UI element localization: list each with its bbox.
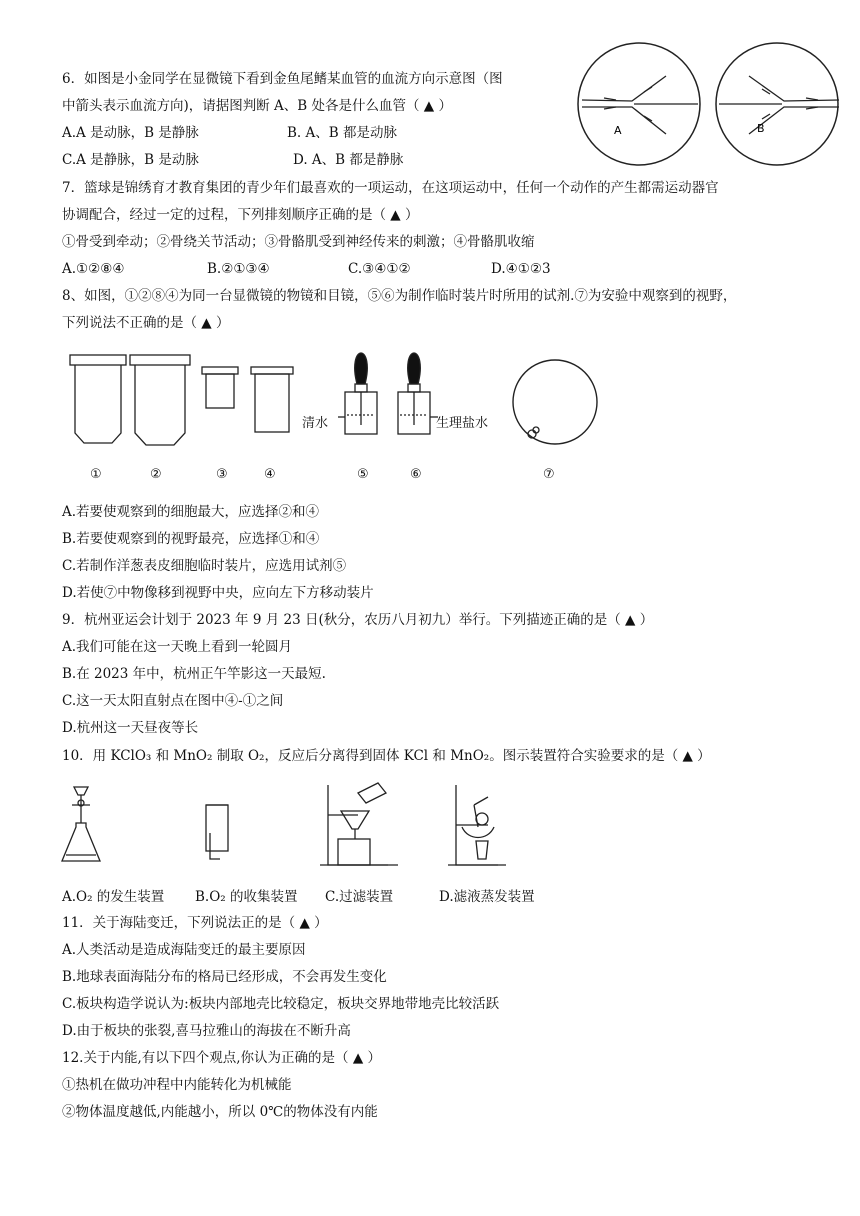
q7-option-a: A.①②⑧④ (62, 261, 125, 277)
fig-num-6: ⑥ (410, 467, 422, 482)
q6-option-b: B. A、B 都是动脉 (287, 125, 397, 141)
q8-option-c: C.若制作洋葱表皮细胞临时装片，应选用试剂⑤ (62, 558, 347, 574)
q12-statement-1: ①热机在做功冲程中内能转化为机械能 (62, 1077, 292, 1093)
q11-option-d: D.由于板块的张裂,喜马拉雅山的海拔在不断升高 (62, 1023, 351, 1039)
q7-option-d: D.④①②3 (491, 261, 551, 277)
q12-stem: 12.关于内能,有以下四个观点,你认为正确的是（ ▲ ） (62, 1050, 382, 1066)
q9-option-b: B.在 2023 年中，杭州正午竿影这一天最短. (62, 666, 326, 682)
fig-num-3: ③ (216, 467, 228, 482)
q10-stem: 10．用 KClO₃ 和 MnO₂ 制取 O₂，反应后分离得到固体 KCl 和 MnO₂。图示装置符合实验要求的是（ ▲ ） (62, 748, 711, 764)
blood-vessel-figure (574, 54, 849, 154)
q12-statement-2: ②物体温度越低,内能越小，所以 0℃的物体没有内能 (62, 1104, 378, 1120)
q6-option-a: A.A 是动脉，B 是静脉 (62, 125, 199, 141)
blood-vessel-diagram (574, 54, 849, 154)
fig-num-4: ④ (264, 467, 276, 482)
fig-label-b: B (757, 122, 765, 135)
fig-label-a: A (614, 124, 622, 137)
fig-num-2: ② (150, 467, 162, 482)
microscope-diagram (60, 345, 620, 490)
q11-stem: 11．关于海陆变迁，下列说法正的是（ ▲ ） (62, 915, 328, 931)
q11-option-b: B.地球表面海陆分布的格局已经形成，不会再发生变化 (62, 969, 387, 985)
q11-option-a: A.人类活动是造成海陆变迁的最主要原因 (62, 942, 306, 958)
fig-num-5: ⑤ (357, 467, 369, 482)
q9-option-a: A.我们可能在这一天晚上看到一轮圆月 (62, 639, 293, 655)
lab-apparatus-diagram (58, 775, 508, 875)
q10-option-c: C.过滤装置 (325, 889, 394, 905)
lab-apparatus-figure (58, 775, 508, 875)
q7-stem-line2: 协调配合，经过一定的过程，下列排刻顺序正确的是（ ▲ ） (62, 207, 419, 223)
q10-option-b: B.O₂ 的收集装置 (195, 889, 298, 905)
q10-option-a: A.O₂ 的发生装置 (62, 889, 165, 905)
q7-option-b: B.②①③④ (207, 261, 270, 277)
q8-option-b: B.若要使观察到的视野最亮，应选择①和④ (62, 531, 320, 547)
q9-stem: 9．杭州亚运会计划于 2023 年 9 月 23 日(秋分，农历八月初九）举行。下列描迹正确的是（ ▲ ） (62, 612, 654, 628)
q8-option-d: D.若使⑦中物像移到视野中央，应向左下方移动装片 (62, 585, 374, 601)
q7-statement: ①骨受到牵动；②骨绕关节活动；③骨骼肌受到神经传来的刺激；④骨骼肌收缩 (62, 234, 535, 250)
q7-stem-line1: 7．篮球是锦绣育才教育集团的青少年们最喜欢的一项运动，在这项运动中，任何一个动作的产生都需运动器官 (62, 180, 719, 196)
q8-stem-line1: 8、如图，①②⑧④为同一台显微镜的物镜和目镜，⑤⑥为制作临时装片时所用的试剂.⑦为安验中观察到的视野， (62, 288, 737, 304)
q10-option-d: D.滤液蒸发装置 (439, 889, 535, 905)
microscope-figure (60, 345, 620, 490)
q6-stem-line2: 中箭头表示血流方向)，请据图判断 A、B 处各是什么血管（ ▲ ） (62, 98, 452, 114)
q6-option-c: C.A 是静脉，B 是动脉 (62, 152, 199, 168)
q9-option-c: C.这一天太阳直射点在图中④-①之间 (62, 693, 284, 709)
q6-option-d: D. A、B 都是静脉 (293, 152, 404, 168)
label-saline: 生理盐水 (436, 416, 489, 431)
q7-option-c: C.③④①② (348, 261, 411, 277)
q6-stem-line1: 6．如图是小金同学在显微镜下看到金鱼尾鳍某血管的血流方向示意图（图 (62, 71, 503, 87)
q11-option-c: C.板块构造学说认为:板块内部地壳比较稳定，板块交界地带地壳比较活跃 (62, 996, 500, 1012)
q9-option-d: D.杭州这一天昼夜等长 (62, 720, 199, 736)
fig-num-1: ① (90, 467, 102, 482)
fig-num-7: ⑦ (543, 467, 555, 482)
q8-stem-line2: 下列说法不正确的是（ ▲ ） (62, 315, 230, 331)
label-water: 清水 (302, 416, 329, 431)
q8-option-a: A.若要使观察到的细胞最大，应选择②和④ (62, 504, 320, 520)
